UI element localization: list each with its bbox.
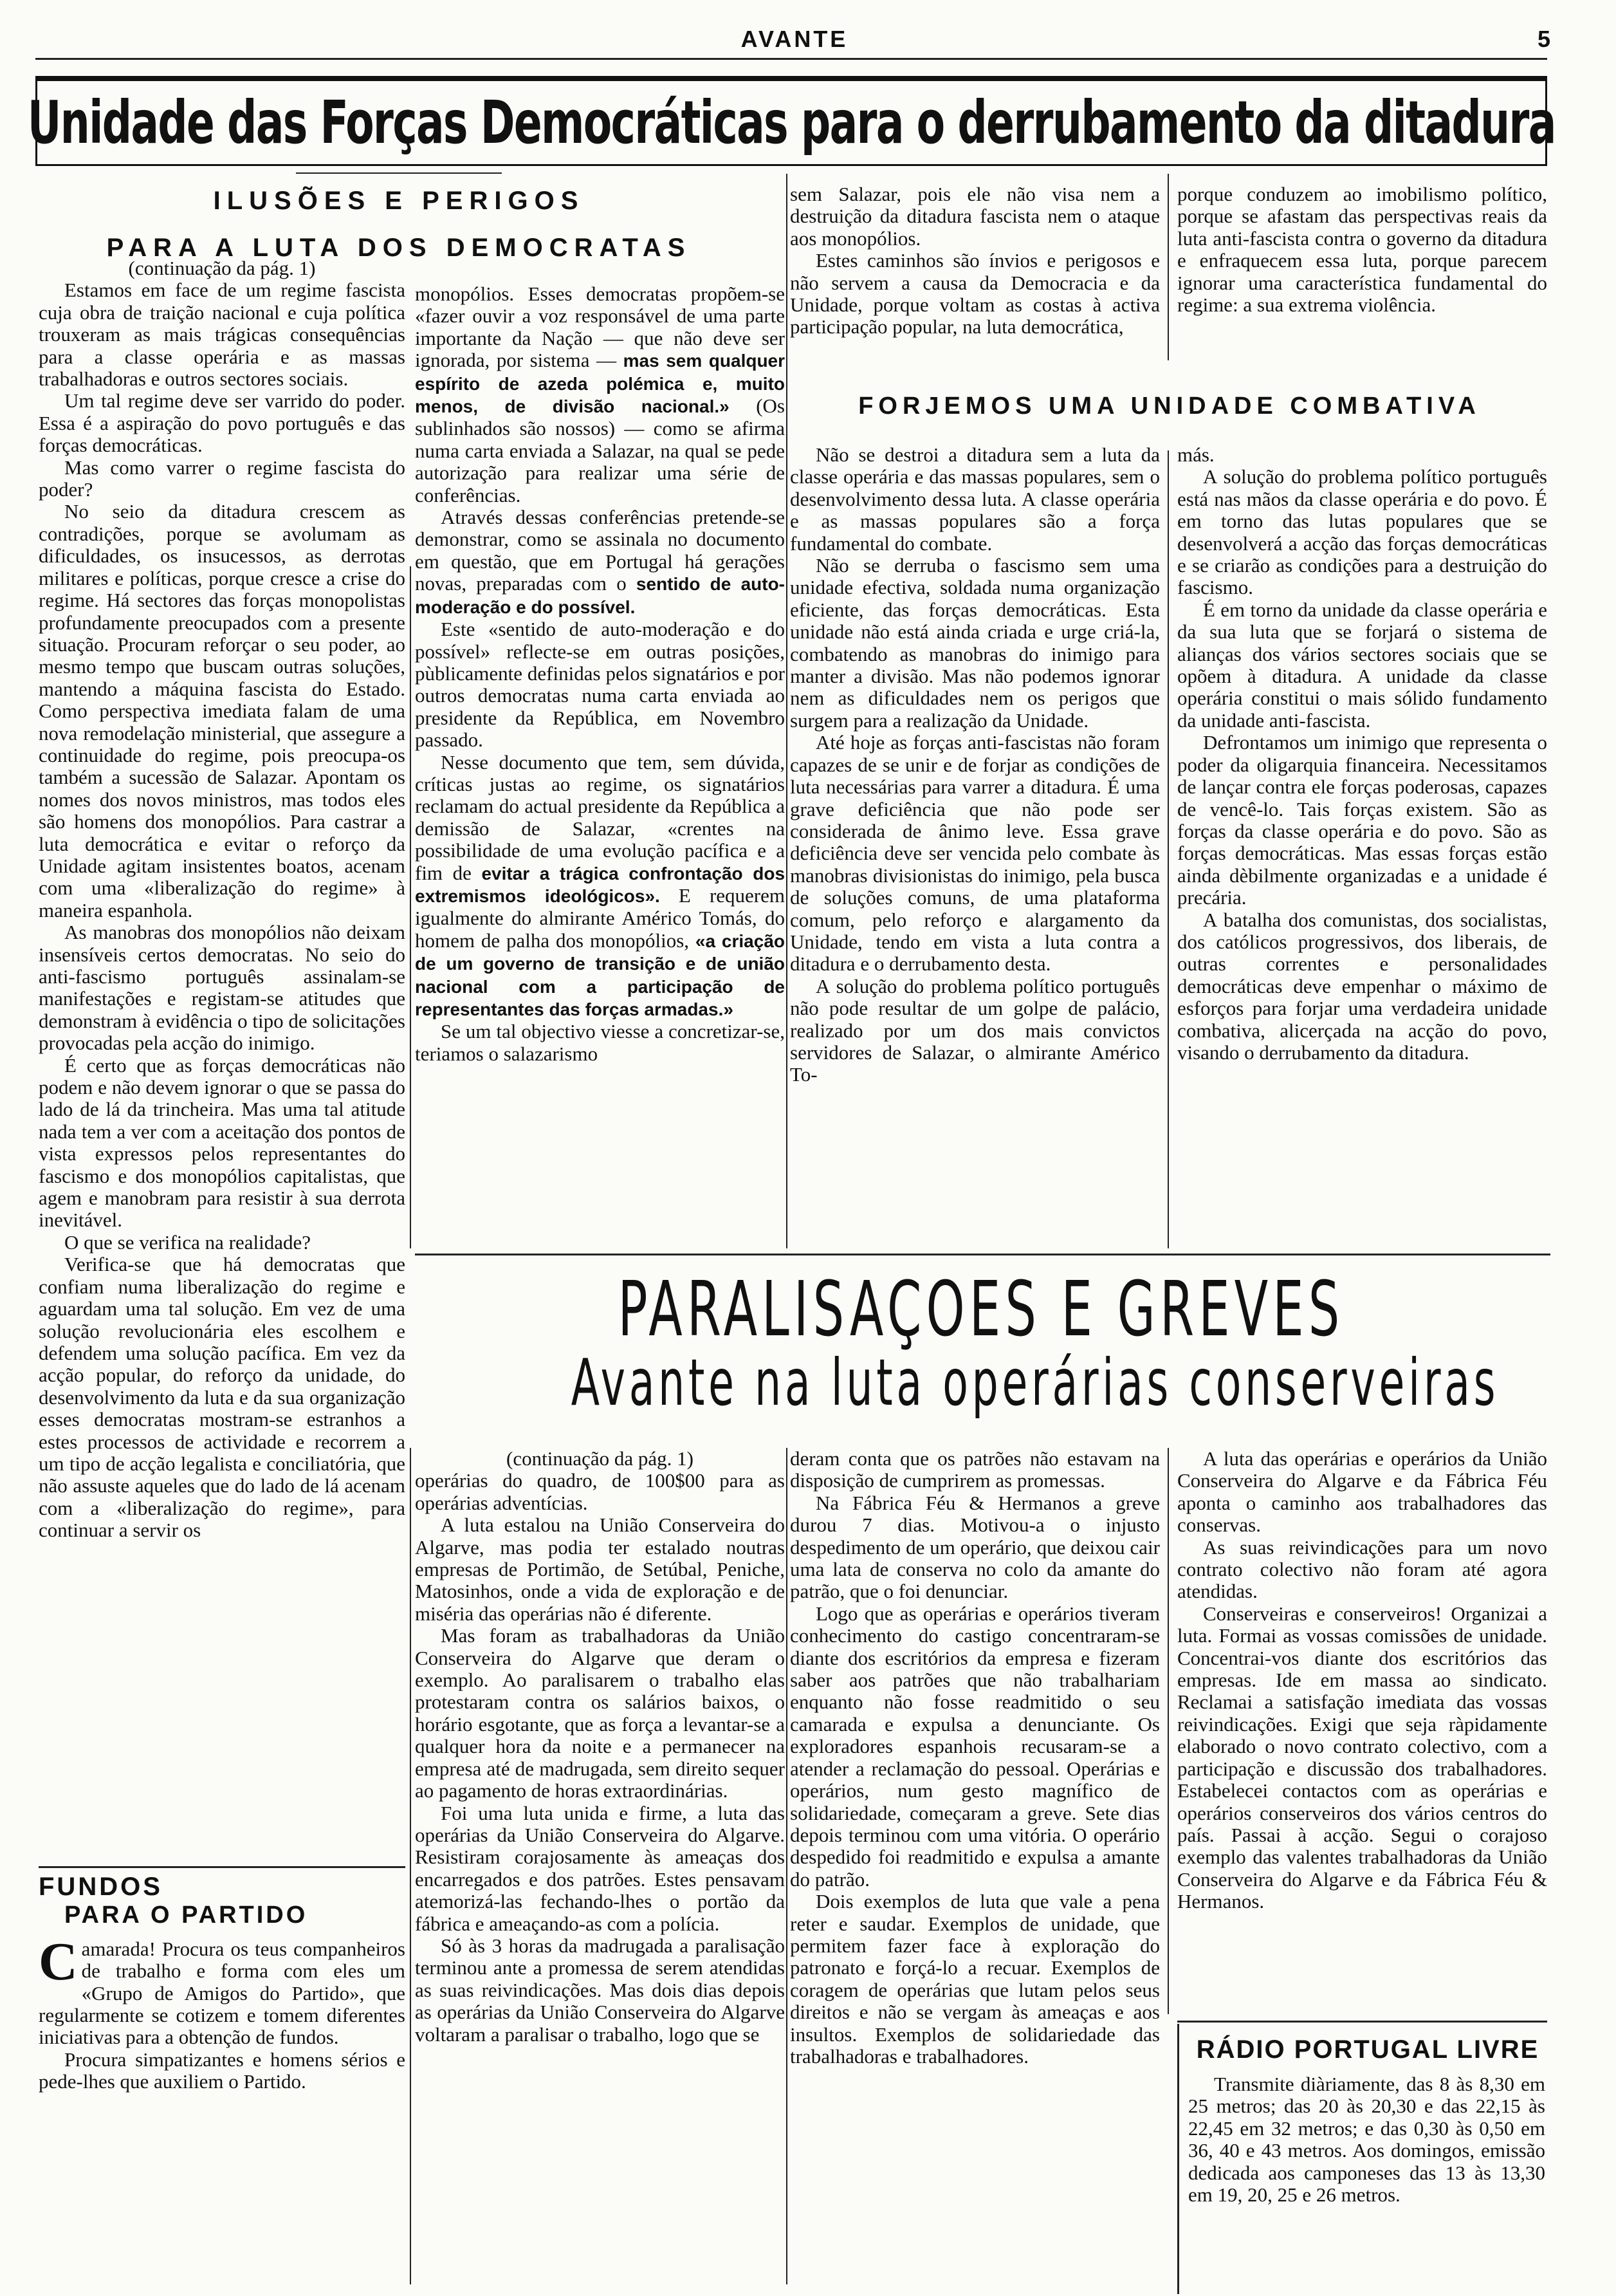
radio-schedule [1188, 2073, 1545, 2206]
column-divider [410, 566, 411, 1248]
bold-text: «a criação de um governo de transição e de união nacional com a participação de representantes das forças armadas.» [415, 930, 785, 1019]
continuation-note: (continuação da pág. 1) [128, 257, 316, 279]
paragraph: Não se destroi a ditadura sem a luta da classe operária e das massas populares, sem o desenvolvimento dessa luta. A classe operária e as massas populares são a força fundamental do combate. [790, 443, 1160, 555]
paragraph: A batalha dos comunistas, dos socialistas, dos católicos progressivos, dos liberais, de outras correntes e personalidades democráticas deve empenhar o máximo de esforços para forjar uma verdadeira unidade combativa, alicerçada na acção do povo, visando o derrubamento da ditadura. [1177, 908, 1547, 1064]
title-rule [296, 172, 502, 174]
paragraph [415, 283, 785, 506]
fundos-box [39, 1873, 405, 2093]
paragraph: Mas foram as trabalhadoras da União Conserveira do Algarve que deram o exemplo. Ao paralisarem o trabalho elas protestaram contra os salários baixos, o horário esgotante, que as força a levantar-se a qualquer hora da noite e a permanecer na empresa até de madrugada, sem direito sequer ao pagamento de horas extraordinárias. [415, 1624, 785, 1802]
paragraph: A solução do problema político português está nas mãos da classe operária e do povo. É em torno das lutas populares que se desenvolverá a acção das forças democráticas e se criarão as condições para a destruição do fascismo. [1177, 465, 1547, 599]
article3-column-2 [790, 1448, 1160, 2068]
paragraph: Este «sentido de auto-moderação e do possível» reflecte-se em outras posições, pùblicamente definidas pelos signatários e por outros democratas numa carta enviada ao presidente da República, em Novembro passado. [415, 618, 785, 752]
paragraph: Logo que as operárias e operários tiveram conhecimento do castigo concentraram-se diante dos escritórios da empresa e fizeram saber aos patrões que não trabalhariam enquanto não fosse readmitido o seu camarada e expulsa a denunciante. Os exploradores espanhois recusaram-se a atender a reclamação do pessoal. Operárias e operários, num gesto magnífico de solidariedade, começaram a greve. Sete dias depois terminou com uma vitória. O operário despedido foi readmitido e expulsa a amante do patrão. [790, 1602, 1160, 1891]
paragraph: É certo que as forças democráticas não podem e não devem ignorar o que se passa do lado de lá da trincheira. Mas uma tal atitude nada tem a ver com a aceitação dos pontos de vista expressos pelos representantes do fascismo e dos monopólios capitalistas, que agem e manobram para resistir à sua derrota inevitável. [39, 1053, 405, 1232]
text: monopólios. Esses democratas propõem-se «fazer ouvir a voz responsável de uma parte importante da Nação — que não deve ser ignorada, por sistema — [415, 282, 785, 372]
column-divider [1168, 450, 1169, 1248]
article3-column-3 [1177, 1448, 1547, 1913]
paragraph: É em torno da unidade da classe operária e da sua luta que se forjará o sistema de alianças dos vários sectores sociais que se opõem à ditadura. A unidade da classe operária constitui o mais sólido fundamento da unidade anti-fascista. [1177, 598, 1547, 732]
masthead [39, 26, 1550, 51]
article3-title: PARALISAÇOES E GREVES [618, 1264, 1345, 1353]
text: Nesse documento que tem, sem dúvida, críticas justas ao regime, os signatários reclamam do actual presidente da República a demissão de Salazar, «crentes na possibilidade de uma evolução pacífica e a fim de [415, 750, 785, 884]
article2-title: FORJEMOS UMA UNIDADE COMBATIVA [858, 393, 1481, 420]
radio-title: RÁDIO PORTUGAL LIVRE [1196, 2035, 1539, 2064]
paragraph: A solução do problema político português não pode resultar de um golpe de palácio, realizado por um dos mais convictos servidores de Salazar, o almirante Américo To- [790, 974, 1160, 1086]
bold-text: sentido de auto-moderação e do possível. [415, 574, 785, 617]
article1-column-1 [39, 257, 405, 1542]
paragraph: A luta estalou na União Conserveira do Algarve, mas podia ter estalado noutras empresas de Portimão, de Setúbal, Peniche, Matosinhos, onde a vida de exploração e de miséria das operárias não é diferente. [415, 1514, 785, 1625]
paragraph [415, 752, 785, 1021]
paragraph: As manobras dos monopólios não deixam insensíveis certos democratas. No seio do anti-fascismo português assinalam-se manifestações e registam-se atitudes que demonstram à evidência o tipo de solicitações provocadas pela acção do inimigo. [39, 921, 405, 1055]
paragraph: Mas como varrer o regime fascista do poder? [39, 456, 405, 501]
fundos-title: FUNDOS [39, 1873, 163, 1901]
continuation-note: (continuação da pág. 1) [506, 1447, 693, 1470]
paragraph: Se um tal objectivo viesse a concretizar-se, teriamos o salazarismo [415, 1020, 785, 1065]
text: E requerem igualmente do almirante Américo Tomás, do homem de palha dos monopólios, [415, 884, 785, 952]
paragraph: sem Salazar, pois ele não visa nem a destruição da ditadura fascista nem o ataque aos monopólios. [790, 183, 1160, 250]
fundos-paragraph-1 [39, 1931, 405, 2049]
paragraph: As suas reivindicações para um novo contrato colectivo não foram até agora atendidas. [1177, 1535, 1547, 1603]
article3-column-1 [415, 1448, 785, 2046]
column-divider [410, 1448, 411, 2284]
radio-rule [1177, 2021, 1547, 2023]
article1-column-4 [1177, 183, 1547, 316]
article1-heading [58, 187, 740, 263]
column-divider [1168, 174, 1169, 360]
paragraph: más. [1177, 443, 1215, 466]
paragraph: deram conta que os patrões não estavam na disposição de cumprirem as promessas. [790, 1447, 1160, 1492]
radio-box [1177, 2024, 1547, 2294]
paragraph: No seio da ditadura crescem as contradições, porque se avolumam as dificuldades, os insucessos, as derrotas militares e políticas, porque cresce a crise do regime. Há sectores das forças monopolistas profundamente preocupados com a presente situação. Procuram reforçar o seu poder, ao mesmo tempo que buscam outras soluções, mantendo a máquina fascista do Estado. Como perspectiva imediata falam de uma nova remodelação ministerial, que assegure a continuidade do regime, pois preocupa-os também a sucessão de Salazar. Apontam os nomes dos novos ministros, mas todos eles são homens dos monopólios. Para castrar a luta democrática e evitar o reforço da Unidade agitam insistentes boatos, acenam com uma «liberalização do regime» à maneira espanhola. [39, 500, 405, 921]
paragraph: Um tal regime deve ser varrido do poder. Essa é a aspiração do povo português e das forças democráticas. [39, 389, 405, 457]
paragraph: Estes caminhos são ínvios e perigosos e não servem a causa da Democracia e da Unidade, porque voltam as costas à activa participação popular, na luta democrática, [790, 249, 1160, 338]
fundos-text-1: amarada! Procura os teus companheiros de trabalho e forma com eles um «Grupo de Amigos do Partido», que regularmente se cotizem e tomem diferentes iniciativas para a obtenção de fundos. [39, 1937, 405, 2049]
banner-headline [27, 76, 1556, 166]
newspaper-name: AVANTE [740, 26, 849, 52]
bold-text: mas sem qualquer espírito de azeda polémica e, muito menos, de divisão nacional.» [415, 351, 785, 417]
paragraph: Defrontamos um inimigo que representa o poder da oligarquia financeira. Necessitamos de lançar contra ele forças poderosas, capazes de vencê-lo. Tais forças existem. São as forças da classe operária e do povo. São as forças democráticas. Mas essas forças estão ainda dèbilmente organizadas e a unidade é precária. [1177, 731, 1547, 909]
column-divider [1168, 1448, 1169, 2014]
paragraph: O que se verifica na realidade? [64, 1230, 311, 1254]
article1-column-3 [790, 183, 1160, 338]
article1-column-2 [415, 283, 785, 1065]
paragraph: Na Fábrica Féu & Hermanos a greve durou 7 dias. Motivou-a o injusto despedimento de um operário, que deixou cair uma lata de conserva no colo da amante do patrão, que o foi denunciar. [790, 1491, 1160, 1603]
article2-column-2 [1177, 444, 1547, 1064]
column-divider [786, 174, 787, 1248]
column-divider [786, 1448, 787, 2284]
fundos-rule [39, 1866, 405, 1868]
dropcap: C [39, 1931, 78, 1992]
fundos-subtitle: PARA O PARTIDO [64, 1902, 308, 1929]
article1-title-line1: ILUSÕES E PERIGOS [213, 187, 585, 215]
paragraph: Estamos em face de um regime fascista cuja obra de traição nacional e cuja política trouxeram as mais trágicas consequências para a classe operária e as massas trabalhadoras e outros sectores sociais. [39, 279, 405, 391]
text: Através dessas conferências pretende-se demonstrar, como se assinala no documento em questão, que em Portugal há gerações novas, preparadas com o [415, 506, 785, 595]
article3-subtitle: Avante na luta operárias conserveiras [571, 1345, 1500, 1420]
paragraph: operárias do quadro, de 100$00 para as operárias adventícias. [415, 1469, 785, 1514]
paragraph: Não se derruba o fascismo sem uma unidade efectiva, soldada numa organização eficiente, das forças democráticas. Esta unidade não está ainda criada e urge criá-la, combatendo as manobras do inimigo para manter a divisão. Mas não podemos ignorar nem as dificuldades nem os perigos que surgem para a realização da Unidade. [790, 554, 1160, 732]
paragraph: Foi uma luta unida e firme, a luta das operárias da União Conserveira do Algarve. Resistiram corajosamente às ameaças dos encarregados e dos patrões. Estes pensavam atemorizá-las fechando-lhes o portão da fábrica e ameaçando-as com a polícia. [415, 1801, 785, 1935]
bold-text: evitar a trágica confrontação dos extremismos ideológicos». [415, 863, 785, 906]
paragraph: Conserveiras e conserveiros! Organizai a luta. Formai as vossas comissões de unidade. Concentrai-vos diante dos escritórios das empresas. Ide em massa ao sindicato. Reclamai a satisfação imediata das vossas reivindicações. Exigi que seja ràpidamente elaborado o novo contrato colectivo, com a participação e discussão dos trabalhadores. Estabelecei contactos com as operárias e operários conserveiros dos vários centros do país. Passai à acção. Segui o corajoso exemplo das valentes trabalhadoras da União Conserveira do Algarve e da Fábrica Féu & Hermanos. [1177, 1602, 1547, 1913]
fundos-paragraph-2: Procura simpatizantes e homens sérios e pede-lhes que auxiliem o Partido. [39, 2048, 405, 2093]
paragraph: A luta das operárias e operários da União Conserveira do Algarve e da Fábrica Féu aponta o caminho aos trabalhadores das conservas. [1177, 1447, 1547, 1537]
paragraph: Até hoje as forças anti-fascistas não foram capazes de se unir e de forjar as condições de luta necessárias para varrer a ditadura. É uma grave deficiência que não pode ser considerada de ânimo leve. Essa grave deficiência deve ser vencida pelo combate às manobras divisionistas do inimigo, pela busca de soluções comuns, de uma plataforma comum, pelo reforço e alargamento da Unidade, tendo em vista a luta contra a ditadura e o derrubamento desta. [790, 731, 1160, 976]
radio-text: Transmite diàriamente, das 8 às 8,30 em 25 metros; das 20 às 20,30 e das 22,15 às 22,45 em 32 metros; e das 0,30 às 0,50 em 36, 40 e 43 metros. Aos domingos, emissão dedicada aos camponeses das 13 às 13,30 em 19, 20, 25 e 26 metros. [1188, 2073, 1545, 2207]
article2-column-1 [790, 444, 1160, 1086]
paragraph: porque conduzem ao imobilismo político, porque se afastam das perspectivas reais da luta anti-fascista contra o governo da ditadura e enfraquecem essa luta, porque parecem ignorar uma característica fundamental do regime: a sua extrema violência. [1177, 183, 1547, 317]
paragraph: Dois exemplos de luta que vale a pena reter e saudar. Exemplos de unidade, que permitem fazer face à exploração do patronato e forçá-lo a recuar. Exemplos de coragem de operárias que lutam pelos seus direitos e não se vergam às ameaças e aos insultos. Exemplos de solidariedade das trabalhadoras e trabalhadores. [790, 1890, 1160, 2068]
article1-title-line2: PARA A LUTA DOS DEMOCRATAS [106, 234, 692, 262]
banner-title: Unidade das Forças Democráticas para o derrubamento da ditadura [27, 88, 1556, 157]
article3-rule [415, 1254, 1550, 1255]
paragraph [415, 506, 785, 618]
page-number: 5 [1537, 26, 1550, 52]
text: (Os sublinhados são nossos) — como se afirma numa carta enviada a Salazar, na qual se pede autorização para realizar uma série de conferências. [415, 394, 785, 506]
paragraph: Só às 3 horas da madrugada a paralisação terminou ante a promessa de serem atendidas as suas reivindicações. Mas dois dias depois as operárias da União Conserveira do Algarve voltaram a paralisar o trabalho, logo que se [415, 1934, 785, 2046]
masthead-rule [35, 58, 1547, 60]
paragraph: Verifica-se que há democratas que confiam numa liberalização do regime e aguardam uma tal solução. Em vez de uma solução revolucionária eles escolhem e defendem uma solução pacífica. Em vez da acção popular, do reforço da unidade, do desenvolvimento da luta e da sua organização esses democratas mostram-se estranhos a estes processos de actividade e recorrem a um tipo de acção legalista e conciliatória, que não assuste aqueles que do lado de lá acenam com a «liberalização do regime», para continuar a servir os [39, 1253, 405, 1542]
